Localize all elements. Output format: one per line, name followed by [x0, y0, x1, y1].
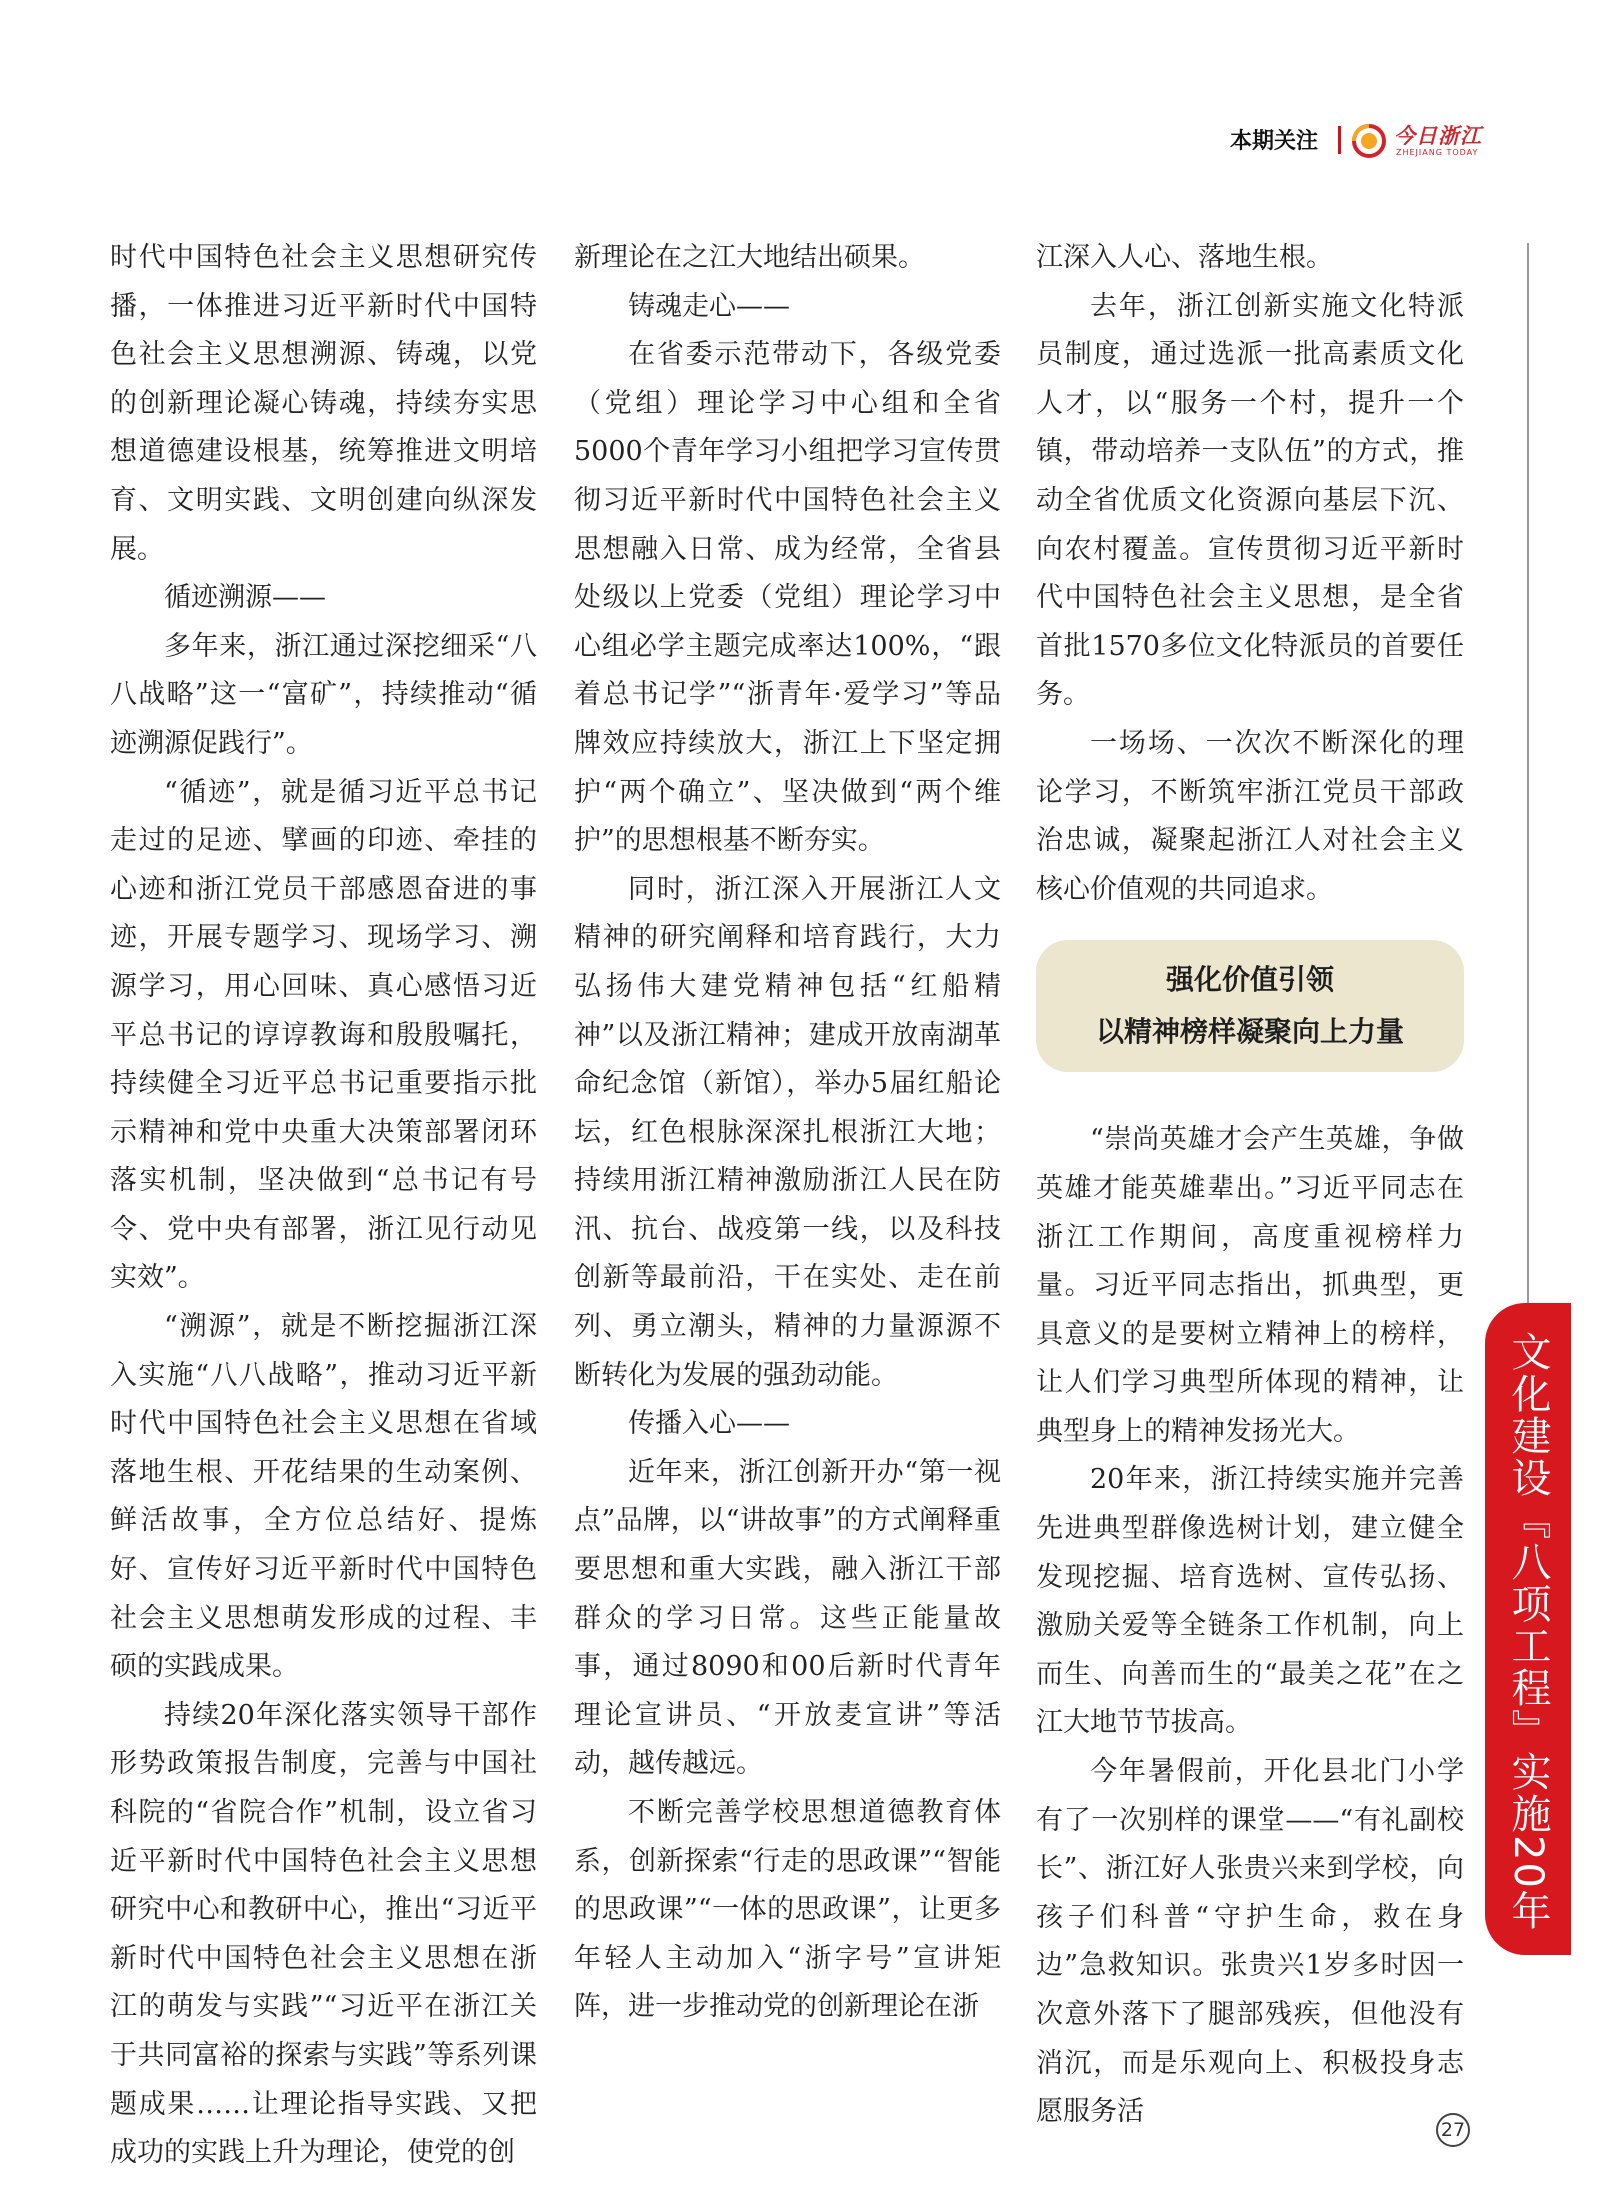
paragraph: 近年来，浙江创新开办“第一视点”品牌，以“讲故事”的方式阐释重要思想和重大实践，融入浙江干部群众的学习日常。这些正能量故事，通过8090和00后新时代青年理论宣讲员、“开放麦宣讲”等活动，越传越远。	[574, 1456, 1001, 1780]
section-heading-line1: 强化价值引领	[1165, 963, 1334, 997]
paragraph: 同时，浙江深入开展浙江人文精神的研究阐释和培育践行，大力弘扬伟大建党精神包括“红船精神”以及浙江精神；建成开放南湖革命纪念馆（新馆），举办5届红船论坛，红色根脉深深扎根浙江大地；持续用浙江精神激励浙江人民在防汛、抗台、战疫第一线，以及科技创新等最前沿，干在实处、走在前列、勇立潮头，精神的力量源源不断转化为发展的强劲动能。	[574, 873, 1001, 1391]
header-divider	[1338, 126, 1341, 154]
paragraph: 20年来，浙江持续实施并完善先进典型群像选树计划，建立健全发现挖掘、培育选树、宣传弘扬、激励关爱等全链条工作机制，向上而生、向善而生的“最美之花”在之江大地节节拔高。	[1036, 1464, 1464, 1739]
page-header	[1210, 118, 1550, 168]
logo-text: 今日浙江	[1394, 123, 1482, 148]
logo-subtext: ZHEJIANG TODAY	[1396, 148, 1479, 157]
paragraph: “崇尚英雄才会产生英雄，争做英雄才能英雄辈出。”习近平同志在浙江工作期间，高度重视榜样力量。习近平同志指出，抓典型，更具意义的是要树立精神上的榜样，让人们学习典型所体现的精神，让典型身上的精神发扬光大。	[1036, 1124, 1464, 1447]
subheading: 循迹溯源——	[164, 582, 326, 614]
paragraph: 时代中国特色社会主义思想研究传播，一体推进习近平新时代中国特色社会主义思想溯源、铸魂，以党的创新理论凝心铸魂，持续夯实思想道德建设根基，统筹推进文明培育、文明实践、文明创建向纵深发展。	[110, 242, 537, 565]
subheading: 铸魂走心——	[628, 290, 790, 322]
side-tab-label: 文化建设『八项工程』实施20年	[1505, 1331, 1551, 1932]
section-heading-line2: 以精神榜样凝聚向上力量	[1095, 1015, 1404, 1049]
subheading: 传播入心——	[628, 1408, 790, 1440]
section-heading-box	[1036, 940, 1464, 1072]
paragraph: 多年来，浙江通过深挖细采“八八战略”这一“富矿”，持续推动“循迹溯源促践行”。	[110, 630, 537, 759]
margin-rule	[1527, 243, 1529, 1313]
paragraph: 江深入人心、落地生根。	[1036, 242, 1333, 273]
paragraph: 新理论在之江大地结出硕果。	[574, 242, 925, 273]
paragraph: 今年暑假前，开化县北门小学有了一次别样的课堂——“有礼副校长”、浙江好人张贵兴来到学校，向孩子们科普“守护生命，救在身边”急救知识。张贵兴1岁多时因一次意外落下了腿部残疾，但他没有消沉，而是乐观向上、积极投身志愿服务活	[1036, 1756, 1464, 2128]
paragraph: 持续20年深化落实领导干部作形势政策报告制度，完善与中国社科院的“省院合作”机制，设立省习近平新时代中国特色社会主义思想研究中心和教研中心，推出“习近平新时代中国特色社会主义思想在浙江的萌发与实践”“习近平在浙江关于共同富裕的探索与实践”等系列课题成果……让理论指导实践、又把成功的实践上升为理论，使党的创	[110, 1699, 537, 2169]
paragraph: 不断完善学校思想道德教育体系，创新探索“行走的思政课”“智能的思政课”“一体的思政课”，让更多年轻人主动加入“浙字号”宣讲矩阵，进一步推动党的创新理论在浙	[574, 1797, 1001, 2023]
section-label: 本期关注	[1230, 129, 1319, 154]
paragraph: “循迹”，就是循习近平总书记走过的足迹、擘画的印迹、牵挂的心迹和浙江党员干部感恩奋进的事迹，开展专题学习、现场学习、溯源学习，用心回味、真心感悟习近平总书记的谆谆教诲和殷殷嘱托，持续健全习近平总书记重要指示批示精神和党中央重大决策部署闭环落实机制，坚决做到“总书记有号令、党中央有部署，浙江见行动见实效”。	[110, 776, 537, 1294]
paragraph: 在省委示范带动下，各级党委（党组）理论学习中心组和全省5000个青年学习小组把学习宣传贯彻习近平新时代中国特色社会主义思想融入日常、成为经常，全省县处级以上党委（党组）理论学习中心组必学主题完成率达100%，“跟着总书记学”“浙青年·爱学习”等品牌效应持续放大，浙江上下坚定拥护“两个确立”、坚决做到“两个维护”的思想根基不断夯实。	[574, 339, 1001, 857]
column-2	[574, 234, 1001, 2032]
page-number: 27	[1436, 2113, 1470, 2147]
paragraph: 去年，浙江创新实施文化特派员制度，通过选派一批高素质文化人才，以“服务一个村，提升一个镇，带动培养一支队伍”的方式，推动全省优质文化资源向基层下沉、向农村覆盖。宣传贯彻习近平新时代中国特色社会主义思想，是全省首批1570多位文化特派员的首要任务。	[1036, 290, 1464, 711]
side-section-tab	[1485, 1303, 1571, 1955]
paragraph: 一场场、一次次不断深化的理论学习，不断筑牢浙江党员干部政治忠诚，凝聚起浙江人对社会主义核心价值观的共同追求。	[1036, 727, 1464, 905]
magazine-logo	[1350, 120, 1550, 166]
column-3	[1036, 234, 1464, 2137]
paragraph: “溯源”，就是不断挖掘浙江深入实施“八八战略”，推动习近平新时代中国特色社会主义思想在省域落地生根、开花结果的生动案例、鲜活故事，全方位总结好、提炼好、宣传好习近平新时代中国特色社会主义思想萌发形成的过程、丰硕的实践成果。	[110, 1311, 537, 1683]
logo-swirl-icon	[1350, 122, 1388, 160]
column-1	[110, 234, 537, 2178]
